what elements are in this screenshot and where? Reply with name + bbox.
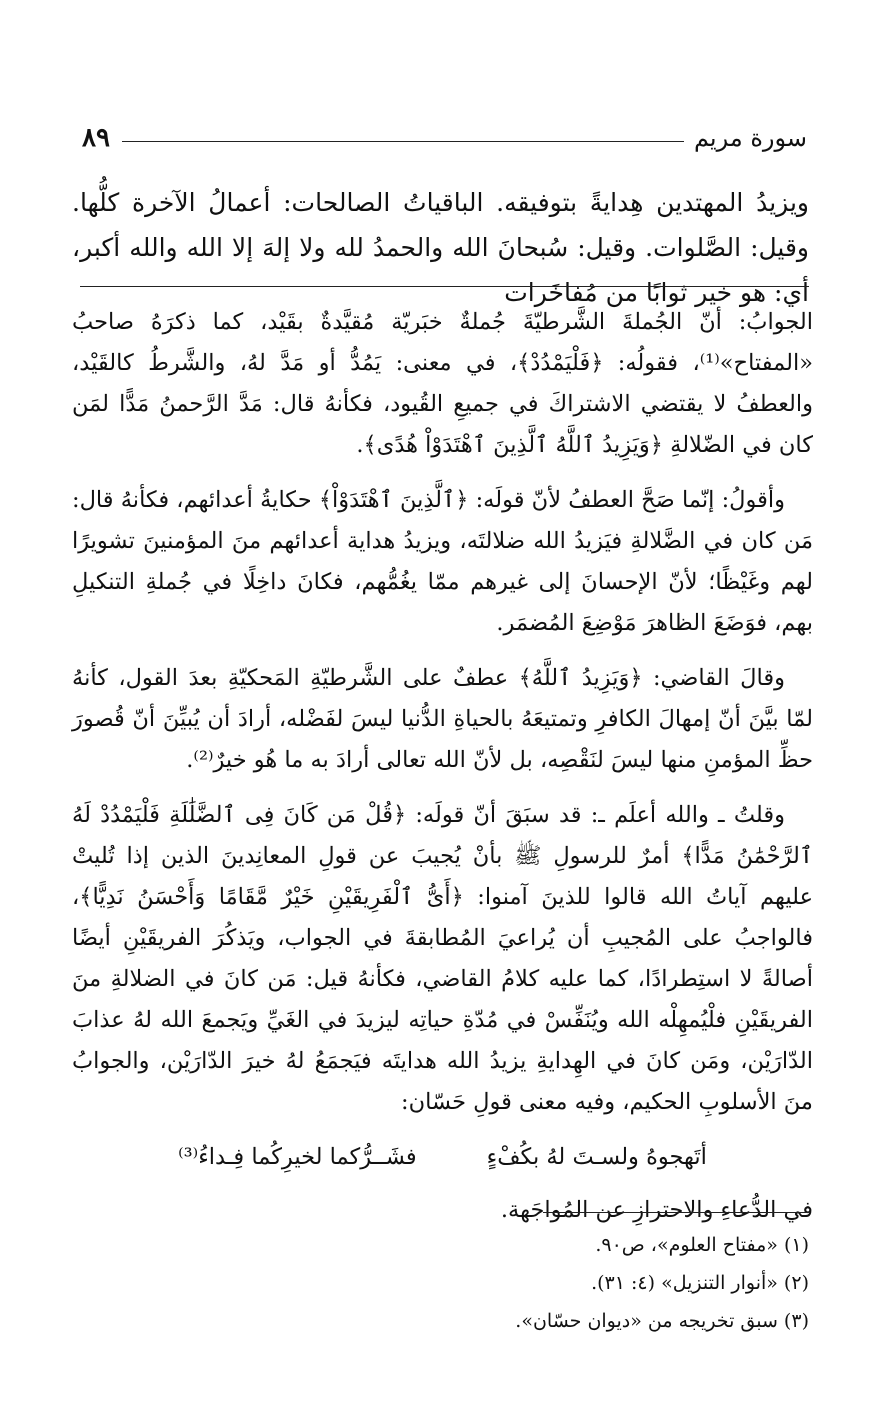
commentary-paragraph: في الدُّعاءِ والاحترازِ عن المُواجَهة.: [500, 1197, 813, 1223]
footnote-1: (١) «مفتاح العلوم»، ص٩٠.: [595, 1234, 809, 1256]
section-divider: [80, 286, 809, 287]
footnote-divider: [543, 1212, 809, 1213]
commentary-paragraph: وقلتُ ـ والله أعلَم ـ: قد سبَقَ أنّ قولَه: ﴿قُلْ مَن كَانَ فِى ٱلضَّلَٰلَةِ فَلْيَمْدُدْ لَهُ ٱلرَّحْمَٰنُ مَدًّا﴾ أمرٌ للرسولِ ﷺ بأنْ يُجيبَ عن قولِ المعانِدينَ الذين إذا تُليتْ عليهم آياتُ الله قالوا للذينَ آمنوا: ﴿أَىُّ ٱلْفَرِيقَيْنِ خَيْرٌ مَّقَامًا وَأَحْسَنُ نَدِيًّا﴾، فالواجبُ على المُجيبِ أن يُراعيَ المُطابقةَ في الجواب، ويَذكُرَ الفريقَيْنِ أيضًا أصالةً لا استِطرادًا، كما عليه كلامُ القاضي، فكأنهُ قيل: مَن كانَ في الضلالةِ منَ الفريقَيْنِ فلْيُمهِلْه الله ويُنَفِّسْ في مُدّةِ حياتِه ليزيدَ في الغَيِّ ويَجمعَ الله لهُ عذابَ الدّارَيْن، ومَن كانَ في الهِدايةِ يزيدُ الله هدايتَه فيَجمَعُ لهُ خيرَ الدّارَيْن، والجوابُ منَ الأسلوبِ الحكيم، وفيه معنى قولِ حَسّان:: [72, 802, 813, 1115]
footnote-2: (٢) «أنوار التنزيل» (٤: ٣١).: [591, 1272, 809, 1294]
commentary-paragraph: وقالَ القاضي: ﴿وَيَزِيدُ ٱللَّهُ﴾ عطفٌ على الشَّرطيّةِ المَحكيّةِ بعدَ القول، كأنهُ لمّا بيَّنَ أنّ إمهالَ الكافرِ وتمتيعَهُ بالحياةِ الدُّنيا ليسَ لفَضْله، أرادَ أن يُبيِّنَ أنّ قُصورَ حظِّ المؤمنِ منها ليسَ لنَقْصِه، بل لأنّ الله تعالى أرادَ به ما هُو خيرٌ⁽²⁾.: [72, 665, 813, 773]
main-text: ويزيدُ المهتدين هِدايةً بتوفيقه. الباقياتُ الصالحات: أعمالُ الآخرة كلُّها. وقيل: الصَّلوات. وقيل: سُبحانَ الله والحمدُ لله ولا إلهَ إلا الله والله أكبر، أي: هو خير ثوابًا من مُفاخَرات: [72, 188, 809, 307]
poem-first-hemistich: أتَهجوهُ ولسـتَ لهُ بكُفْءٍ: [486, 1144, 707, 1170]
page-header: [82, 118, 807, 158]
poem-second-hemistich: فشَــرُّكما لخيرِكُما فِـداءُ⁽³⁾: [178, 1144, 417, 1170]
commentary-paragraph: وأقولُ: إنّما صَحَّ العطفُ لأنّ قولَه: ﴿ٱلَّذِينَ ٱهْتَدَوْاْ﴾ حكايةُ أعدائهم، فكأنهُ قال: مَن كان في الضَّلالةِ فيَزيدُ الله ضلالتَه، ويزيدُ هداية أعدائهم منَ المؤمنينَ تشويرًا لهم وغَيْظًا؛ لأنّ الإحسانَ إلى غيرهم ممّا يغُمُّهم، فكانَ داخِلًا في جُملةِ التنكيلِ بهم، فوَضَعَ الظاهرَ مَوْضِعَ المُضمَر.: [72, 487, 813, 636]
poem-verse: [72, 1137, 813, 1178]
surah-title: سورة مريم: [693, 124, 807, 152]
commentary-paragraph: الجوابُ: أنّ الجُملةَ الشَّرطيّةَ جُملةٌ خبَريّة مُقيَّدةٌ بقَيْد، كما ذكرَهُ صاحبُ «المفتاح»⁽¹⁾، فقولُه: ﴿فَلْيَمْدُدْ﴾، في معنى: يَمُدُّ أو مَدَّ لهُ، والشَّرطُ كالقَيْد، والعطفُ لا يقتضي الاشتراكَ في جميعِ القُيود، فكأنهُ قال: مَدَّ الرَّحمنُ مَدًّا لمَن كان في الضّلالةِ ﴿وَيَزِيدُ ٱللَّهُ ٱلَّذِينَ ٱهْتَدَوْاْ هُدًى﴾.: [72, 309, 813, 458]
commentary: [72, 302, 813, 1245]
footnote-3: (٣) سبق تخريجه من «ديوان حسّان».: [515, 1310, 809, 1332]
footnotes: [300, 1226, 809, 1340]
page-number: ٨٩: [82, 123, 110, 153]
header-rule: [122, 141, 684, 142]
